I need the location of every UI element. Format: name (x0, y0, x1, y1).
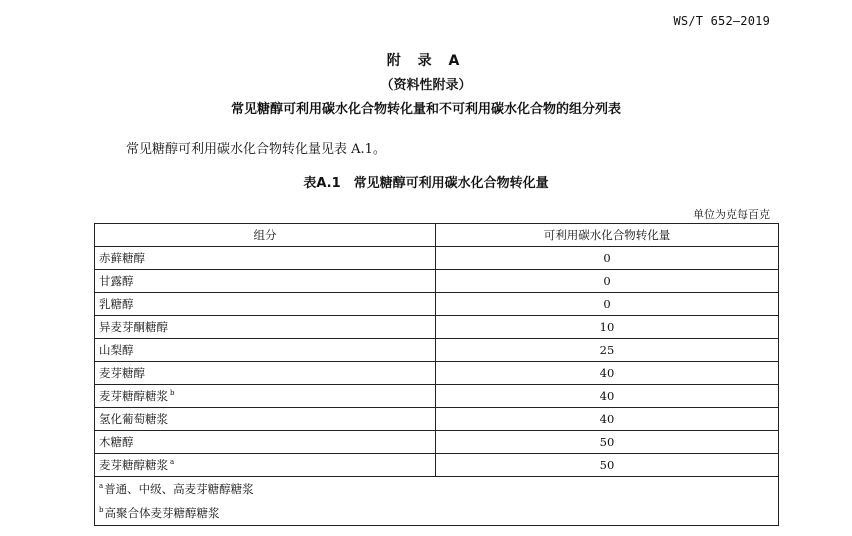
table-row (95, 362, 779, 385)
footnote-marker: a (170, 458, 175, 466)
conversion-table (94, 223, 779, 526)
footnote-cell (95, 501, 779, 526)
conversion-value: 40 (436, 362, 779, 385)
component-name: 甘露醇 (99, 274, 134, 288)
component-name: 麦芽糖醇糖浆 (99, 389, 168, 403)
component-name: 麦芽糖醇糖浆 (99, 458, 168, 472)
table-header-row (95, 224, 779, 247)
conversion-value: 0 (436, 293, 779, 316)
standard-code: WS/T 652—2019 (673, 14, 770, 28)
component-cell (95, 408, 436, 431)
footnote-text: 高聚合体麦芽糖醇糖浆 (104, 506, 220, 520)
table-body (95, 247, 779, 526)
table-row (95, 385, 779, 408)
footnote-text: 普通、中级、高麦芽糖醇糖浆 (104, 482, 254, 496)
component-cell (95, 339, 436, 362)
conversion-value: 0 (436, 247, 779, 270)
component-name: 木糖醇 (99, 435, 134, 449)
table-row (95, 247, 779, 270)
conversion-value: 50 (436, 454, 779, 477)
table-row (95, 293, 779, 316)
conversion-value: 0 (436, 270, 779, 293)
table-row (95, 339, 779, 362)
footnote-row (95, 477, 779, 502)
footnote-mark: b (99, 506, 104, 514)
conversion-value: 50 (436, 431, 779, 454)
header-component: 组分 (95, 224, 436, 247)
component-name: 乳糖醇 (99, 297, 134, 311)
component-cell (95, 362, 436, 385)
appendix-heading: 常见糖醇可利用碳水化合物转化量和不可利用碳水化合物的组分列表 (230, 102, 621, 117)
table-row (95, 408, 779, 431)
table-row (95, 431, 779, 454)
header-conversion: 可利用碳水化合物转化量 (436, 224, 779, 247)
conversion-value: 25 (436, 339, 779, 362)
component-cell (95, 385, 436, 408)
component-name: 异麦芽酮糖醇 (99, 320, 168, 334)
component-name: 麦芽糖醇 (99, 366, 145, 380)
footnote-cell (95, 477, 779, 502)
conversion-value: 40 (436, 385, 779, 408)
component-name: 山梨醇 (99, 343, 134, 357)
component-cell (95, 293, 436, 316)
appendix-subtitle: （资料性附录） (380, 78, 472, 93)
component-cell (95, 454, 436, 477)
component-cell (95, 431, 436, 454)
appendix-title: 附 录 A (386, 53, 466, 69)
table-row (95, 454, 779, 477)
table-row (95, 270, 779, 293)
table-caption: 表A.1 常见糖醇可利用碳水化合物转化量 (303, 176, 549, 191)
footnote-mark: a (99, 482, 104, 490)
footnote-row (95, 501, 779, 526)
component-name: 氢化葡萄糖浆 (99, 412, 168, 426)
component-cell (95, 247, 436, 270)
component-cell (95, 316, 436, 339)
intro-paragraph: 常见糖醇可利用碳水化合物转化量见表 A.1。 (126, 142, 386, 157)
component-name: 赤藓糖醇 (99, 251, 145, 265)
table-row (95, 316, 779, 339)
component-cell (95, 270, 436, 293)
unit-note: 单位为克每百克 (693, 208, 770, 221)
footnote-marker: b (170, 389, 175, 397)
conversion-value: 10 (436, 316, 779, 339)
conversion-value: 40 (436, 408, 779, 431)
